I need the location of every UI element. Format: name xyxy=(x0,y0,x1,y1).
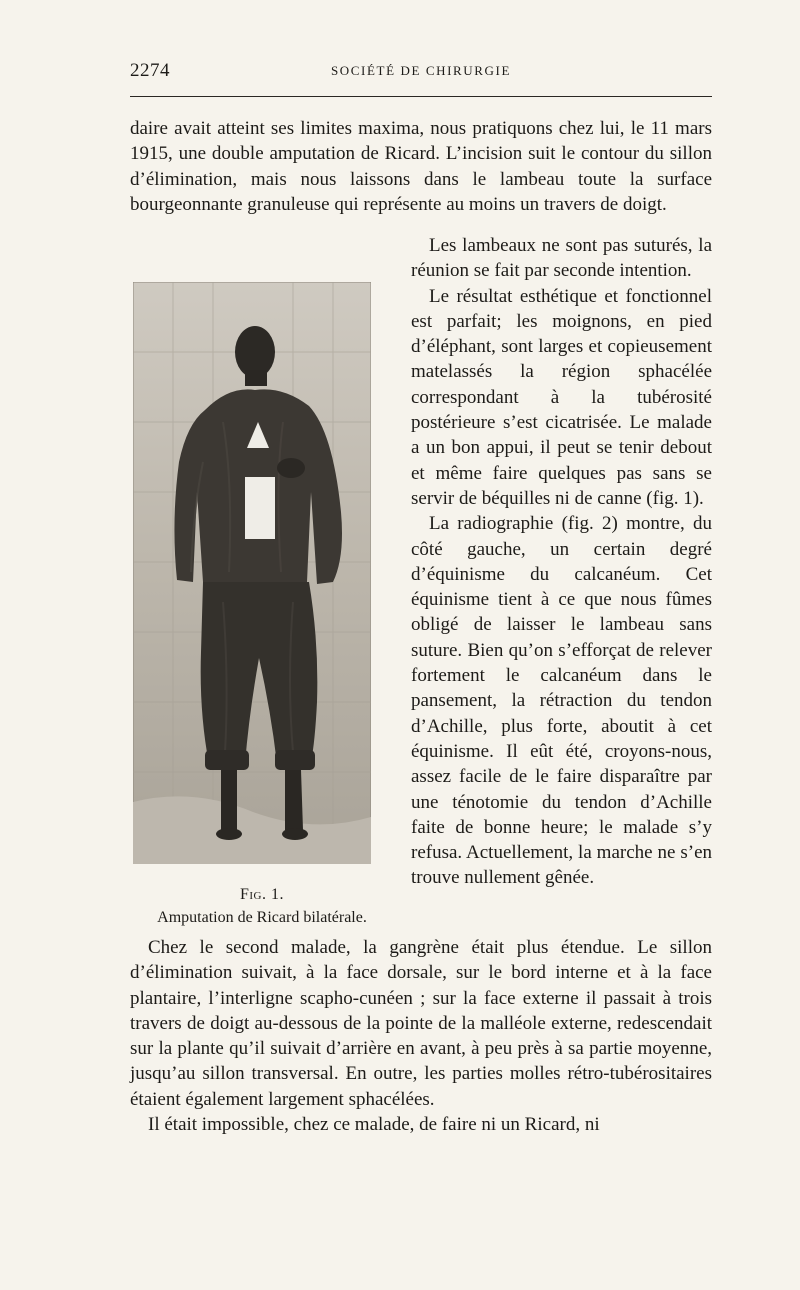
paragraph-second-patient: Chez le second malade, la gangrène était plus étendue. Le sillon d’élimination suivait, à la face dorsale, sur le bord interne et à la face plantaire, l’interligne scapho-cunéen ; sur la face externe il passait à trois travers de doigt au-dessous de la pointe de la malléole externe, redescendait sur la plante qu’il suivait d’arrière en avant, à peu près à sa partie moyenne, jusqu’au sillon transversal. En outre, les parties molles rétro-tubérositaires étaient également largement sphacélées. xyxy=(130,937,712,1110)
figure-number: Fig. 1. xyxy=(239,886,284,903)
paragraph-result: Le résultat esthétique et fonctionnel est parfait; les moignons, en pied d’éléphant, sont larges et copieusement matelassés la région sphacélée correspondant à la tubérosité postérieure s’est cicatrisée. Le malade a un bon appui, il peut se tenir debout et même faire quelques pas sans se servir de béquilles ni de canne (fig. 1). xyxy=(411,285,712,509)
running-header xyxy=(130,60,712,84)
header-rule xyxy=(130,96,712,97)
figure-photo xyxy=(133,282,371,864)
right-column xyxy=(411,233,712,891)
page-number: 2274 xyxy=(130,60,170,81)
paragraph-top: daire avait atteint ses limites maxima, nous pratiquons chez lui, le 11 mars 1915, une double amputation de Ricard. L’incision suit le contour du sillon d’élimination, mais nous laissons dans le lambeau toute la surface bourgeonnante granuleuse qui représente au moins un travers de doigt. xyxy=(130,118,712,215)
figure-label xyxy=(133,884,391,906)
paragraph-radiography: La radiographie (fig. 2) montre, du côté gauche, un certain degré d’équinisme du calcanéum. Cet équinisme tient à ce que nous fûmes obligé de laisser le lambeau sans suture. Bien qu’on s’efforçat de relever fortement le calcanéum dans le pansement, la rétraction du tendon d’Achille, plus forte, aboutit à cet équinisme. Il eût été, croyons-nous, assez facile de le faire disparaître par une ténotomie du tendon d’Achille faite de bonne heure; le malade s’y refusa. Actuellement, la marche ne s’en trouve nullement gênée. xyxy=(411,513,712,889)
bottom-text xyxy=(130,935,712,1137)
paragraph-impossible: Il était impossible, chez ce malade, de faire ni un Ricard, ni xyxy=(148,1114,600,1136)
paragraph-sutures: Les lambeaux ne sont pas suturés, la réunion se fait par seconde intention. xyxy=(411,235,712,282)
running-head-title: SOCIÉTÉ DE CHIRURGIE xyxy=(330,63,512,78)
figure-caption: Amputation de Ricard bilatérale. xyxy=(157,909,367,926)
